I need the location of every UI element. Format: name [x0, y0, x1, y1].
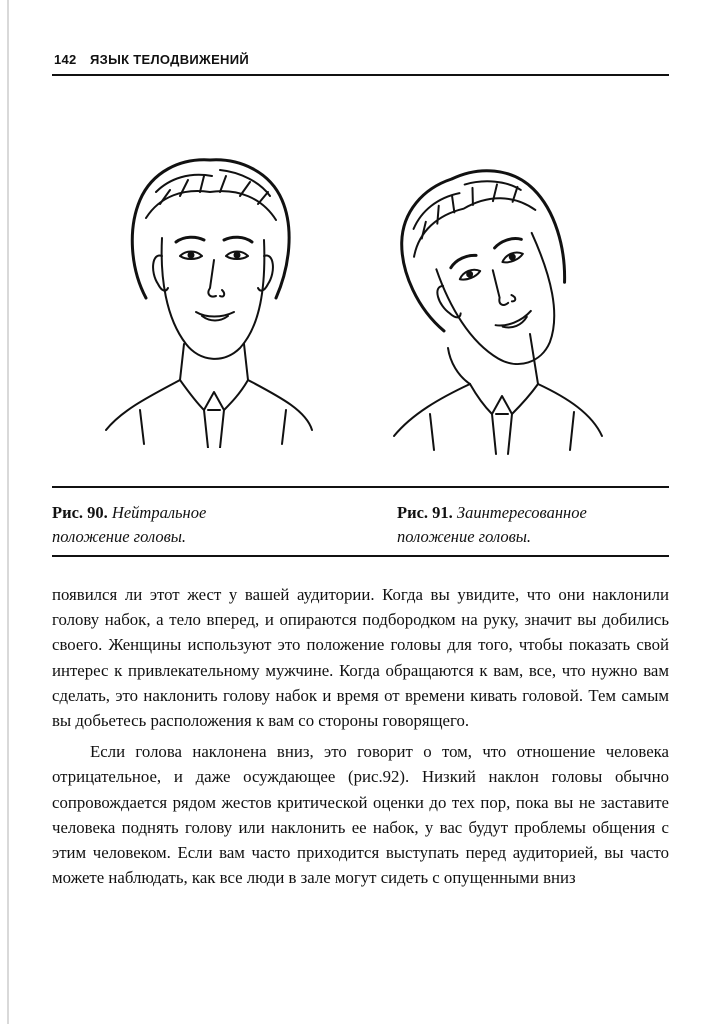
running-title: ЯЗЫК ТЕЛОДВИЖЕНИЙ [90, 52, 250, 67]
body-paragraph-2: Если голова наклонена вниз, это говорит о том, что отношение человека отрицательное, и даже осуждающее (рис.92). Низкий наклон головы обычно сопровождается рядом жестов критической оценки до тех пор, пока вы не заставите человека поднять голову или наклонить ее набок, у вас будут проблемы общения с этим человеком. Если вам часто приходится выступать перед аудиторией, вы часто можете наблюдать, как все люди в зале могут сидеть с опущенными вниз [52, 742, 669, 888]
figure-90-label: Рис. 90. [52, 503, 108, 522]
figure-bottom-rule [52, 555, 669, 557]
figure-top-rule [52, 486, 669, 488]
figure-90-caption-line1: Нейтральное [111, 503, 207, 522]
figure-91-illustration [378, 158, 608, 458]
figure-90-caption-line2: положение головы. [52, 527, 187, 546]
figure-90-caption [52, 501, 342, 549]
figure-91-caption [397, 501, 669, 549]
body-paragraph-1: появился ли этот жест у вашей аудитории. Когда вы увидите, что они наклонили голову набок, а тело вперед, и опираются подбородком на руку, значит вы добились своего. Женщины используют это положение головы для того, чтобы показать свой интерес к привлекательному мужчине. Когда обращаются к вам, все, что нужно вам сделать, это наклонить голову набок и время от времени кивать головой. Тем самым вы добьетесь расположения к вам со стороны говорящего. [52, 585, 669, 731]
figure-91-caption-line1: Заинтересованное [456, 503, 587, 522]
page-number: 142 [54, 52, 77, 67]
body-text [52, 582, 669, 890]
header-rule [52, 74, 669, 76]
figure-91-label: Рис. 91. [397, 503, 453, 522]
figure-91-caption-line2: положение головы. [397, 527, 532, 546]
page-edge-shadow [7, 0, 9, 1024]
figure-90-illustration [100, 148, 315, 448]
